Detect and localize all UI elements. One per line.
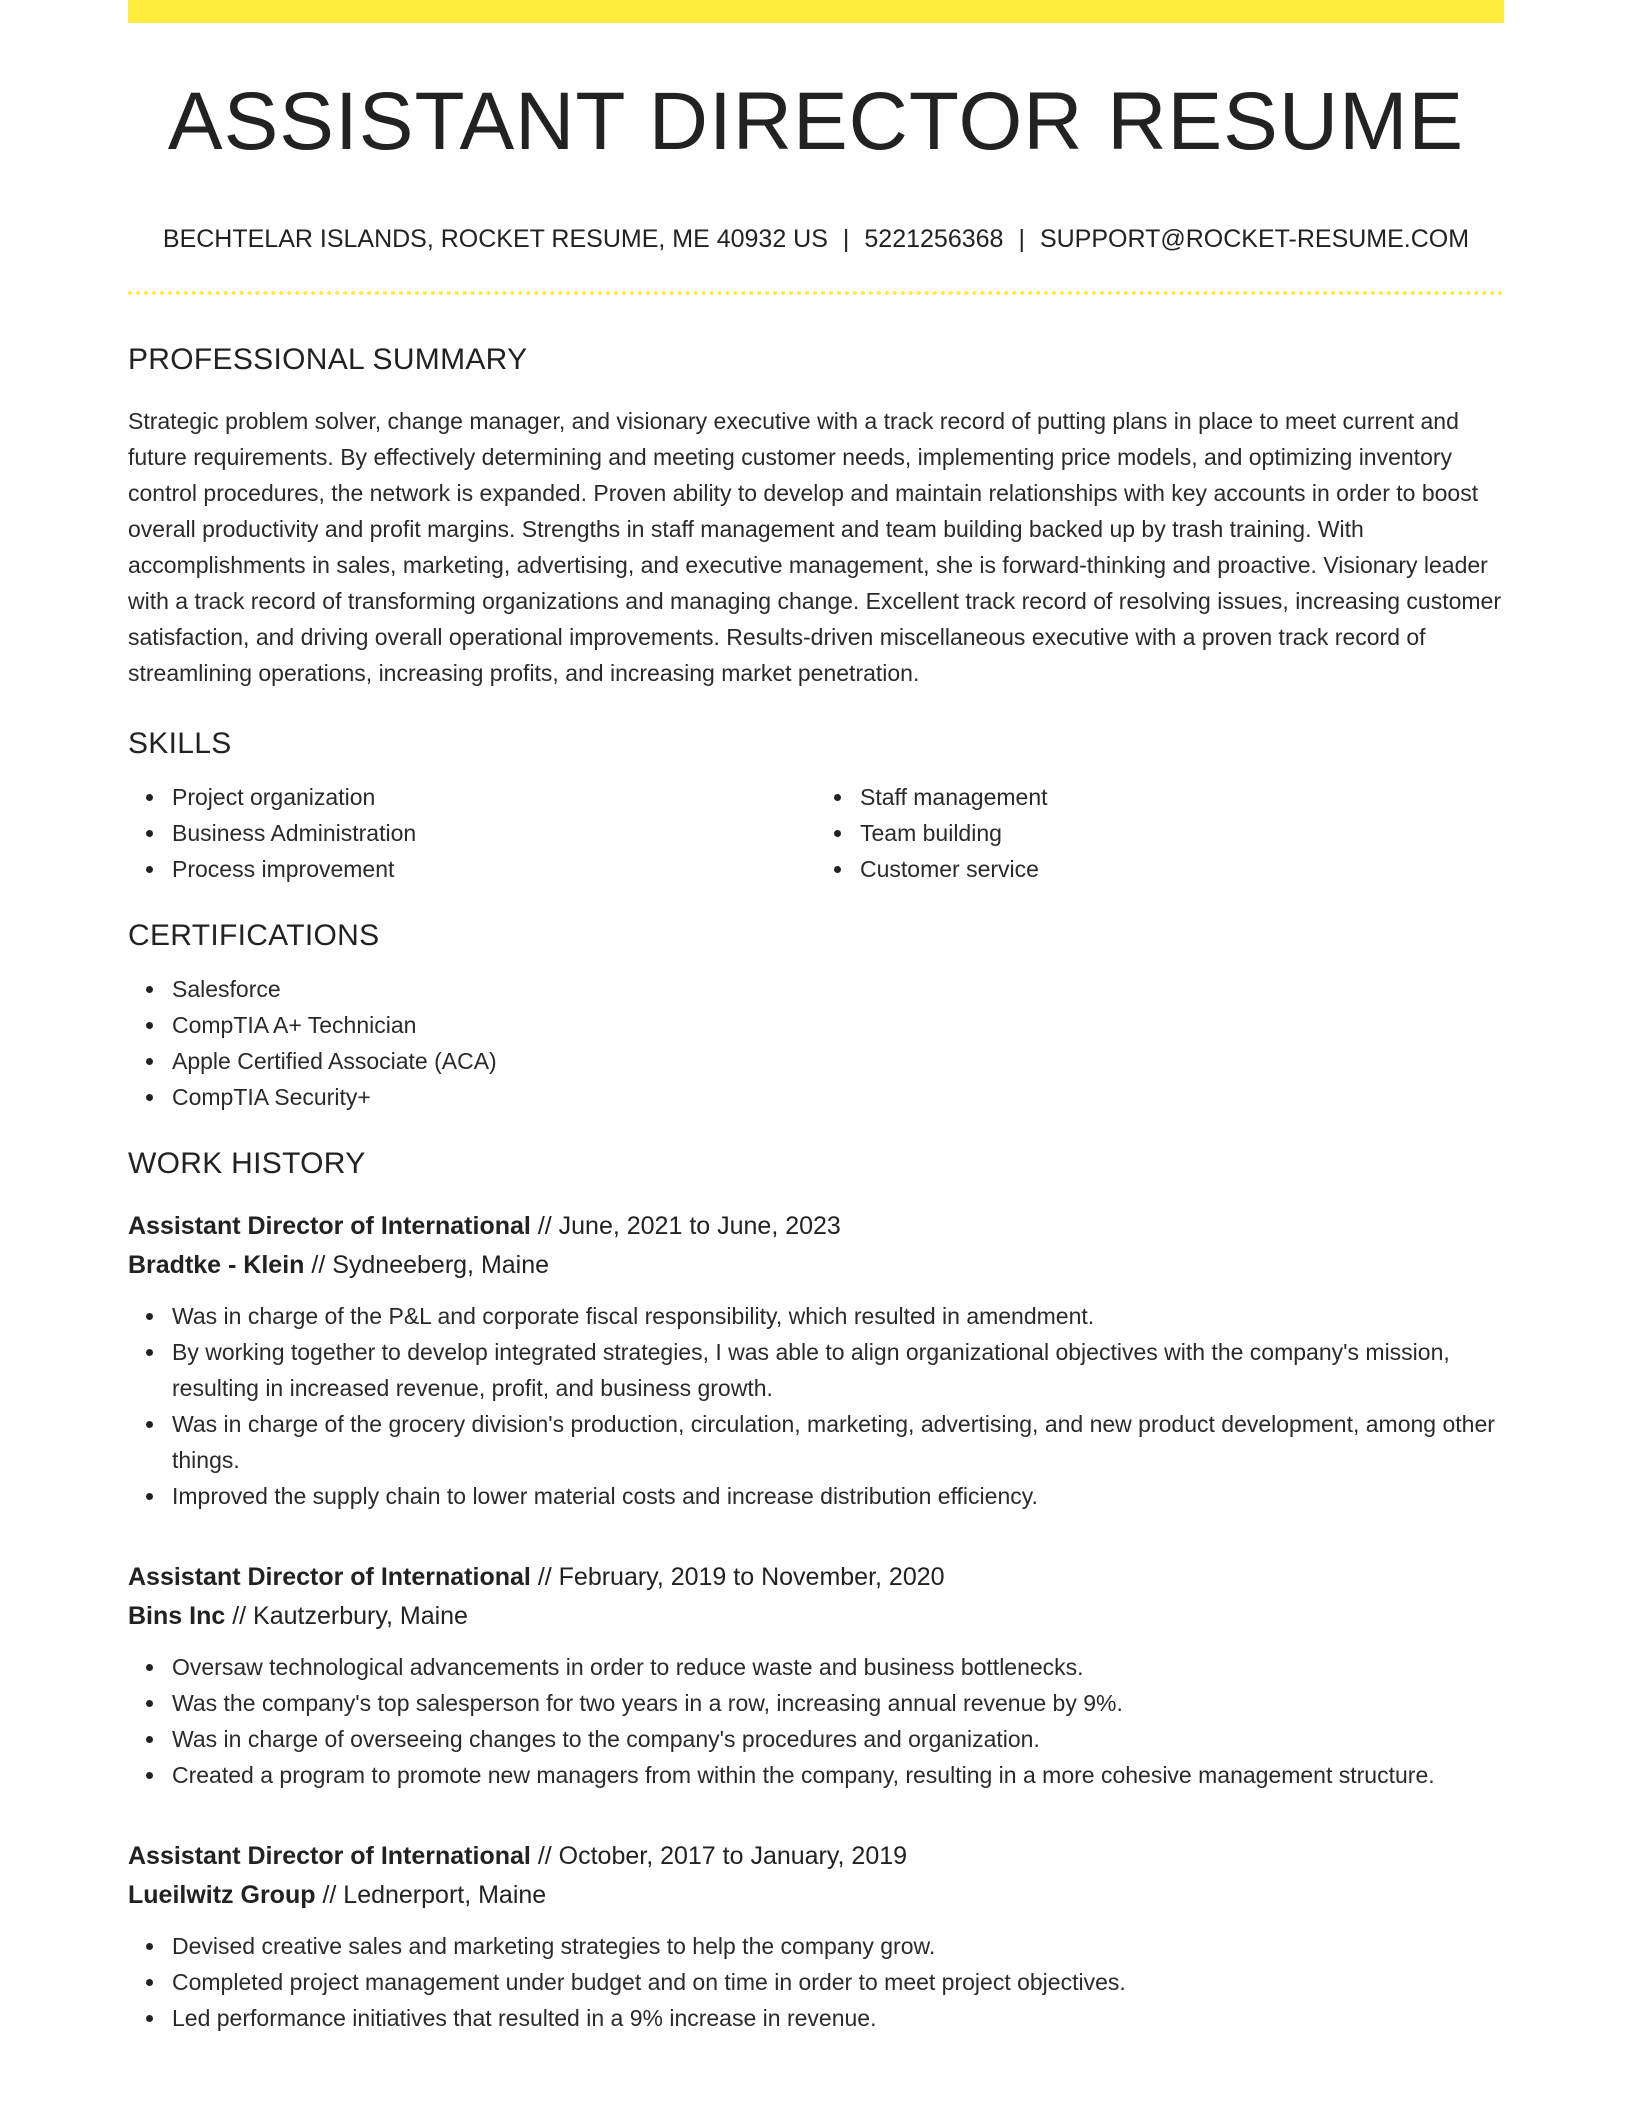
skills-columns: [128, 779, 1504, 887]
certifications-list: [128, 971, 1504, 1115]
contact-phone: 5221256368: [864, 225, 1004, 253]
job-company-line: [128, 1597, 1504, 1636]
job-role-line: [128, 1837, 1504, 1876]
skill-item: Project organization: [172, 779, 816, 815]
job-entry: [128, 1207, 1504, 1514]
job-role-line: [128, 1207, 1504, 1246]
job-bullets: [128, 1928, 1504, 2036]
job-bullet: Oversaw technological advancements in order to reduce waste and business bottlenecks.: [172, 1649, 1504, 1685]
contact-separator: |: [1018, 225, 1025, 253]
job-bullet: Created a program to promote new managers from within the company, resulting in a more cohesive management structure.: [172, 1757, 1504, 1793]
job-location: // Sydneeberg, Maine: [311, 1251, 550, 1279]
job-bullet: Was in charge of the P&L and corporate fiscal responsibility, which resulted in amendment.: [172, 1298, 1504, 1334]
skill-item: Process improvement: [172, 851, 816, 887]
job-entry: [128, 1837, 1504, 2036]
job-bullets: [128, 1298, 1504, 1514]
job-dates: // October, 2017 to January, 2019: [537, 1842, 908, 1870]
certification-item: Apple Certified Associate (ACA): [172, 1043, 1504, 1079]
contact-email: SUPPORT@ROCKET-RESUME.COM: [1039, 225, 1470, 253]
job-location: // Lednerport, Maine: [322, 1881, 547, 1909]
summary-text: Strategic problem solver, change manager, and visionary executive with a track record of putting plans in place to meet current and future requirements. By effectively determining and meeting customer needs, implementing price models, and optimizing inventory control procedures, the network is expanded. Proven ability to develop and maintain relationships with key accounts in order to boost overall productivity and profit margins. Strengths in staff management and team building backed up by trash training. With accomplishments in sales, marketing, advertising, and executive management, she is forward-thinking and proactive. Visionary leader with a track record of transforming organizations and managing change. Excellent track record of resolving issues, increasing customer satisfaction, and driving overall operational improvements. Results-driven miscellaneous executive with a proven track record of streamlining operations, increasing profits, and increasing market penetration.: [128, 408, 1502, 686]
job-bullet: Was the company's top salesperson for two years in a row, increasing annual revenue by 9%.: [172, 1685, 1504, 1721]
contact-separator: |: [842, 225, 850, 253]
dotted-divider: [128, 291, 1504, 295]
resume-page: [128, 0, 1504, 2036]
job-bullet: Was in charge of overseeing changes to the company's procedures and organization.: [172, 1721, 1504, 1757]
skills-heading: SKILLS: [128, 727, 232, 760]
job-dates: // June, 2021 to June, 2023: [537, 1212, 841, 1240]
job-company: Lueilwitz Group: [128, 1881, 316, 1909]
job-company-line: [128, 1246, 1504, 1285]
job-dates: // February, 2019 to November, 2020: [537, 1563, 945, 1591]
job-bullet: Improved the supply chain to lower material costs and increase distribution efficiency.: [172, 1478, 1504, 1514]
skills-left-list: [128, 779, 816, 887]
job-company: Bins Inc: [128, 1602, 226, 1630]
job-entry: [128, 1558, 1504, 1793]
summary-heading: PROFESSIONAL SUMMARY: [128, 343, 528, 376]
top-accent-bar: [128, 0, 1504, 23]
skill-item: Staff management: [860, 779, 1504, 815]
job-bullet: By working together to develop integrated strategies, I was able to align organizational objectives with the company's mission, resulting in increased revenue, profit, and business growth.: [172, 1334, 1504, 1406]
job-role: Assistant Director of International: [128, 1563, 531, 1591]
certification-item: Salesforce: [172, 971, 1504, 1007]
skill-item: Customer service: [860, 851, 1504, 887]
job-location: // Kautzerbury, Maine: [232, 1602, 468, 1630]
job-company: Bradtke - Klein: [128, 1251, 305, 1279]
certifications-heading: CERTIFICATIONS: [128, 919, 380, 952]
job-role-line: [128, 1558, 1504, 1597]
work-history-heading: WORK HISTORY: [128, 1147, 366, 1180]
skills-right-list: [816, 779, 1504, 887]
job-company-line: [128, 1876, 1504, 1915]
skill-item: Team building: [860, 815, 1504, 851]
skill-item: Business Administration: [172, 815, 816, 851]
contact-address: BECHTELAR ISLANDS, ROCKET RESUME, ME 40932 US: [162, 225, 828, 253]
job-bullet: Completed project management under budget and on time in order to meet project objectives.: [172, 1964, 1504, 2000]
job-bullet: Devised creative sales and marketing strategies to help the company grow.: [172, 1928, 1504, 1964]
job-role: Assistant Director of International: [128, 1842, 531, 1870]
resume-title: ASSISTANT DIRECTOR RESUME: [167, 76, 1465, 167]
job-role: Assistant Director of International: [128, 1212, 531, 1240]
job-bullets: [128, 1649, 1504, 1793]
contact-line: [128, 225, 1504, 254]
certification-item: CompTIA Security+: [172, 1079, 1504, 1115]
job-bullet: Led performance initiatives that resulted in a 9% increase in revenue.: [172, 2000, 1504, 2036]
job-bullet: Was in charge of the grocery division's production, circulation, marketing, advertising, and new product development, among other things.: [172, 1406, 1504, 1478]
certification-item: CompTIA A+ Technician: [172, 1007, 1504, 1043]
